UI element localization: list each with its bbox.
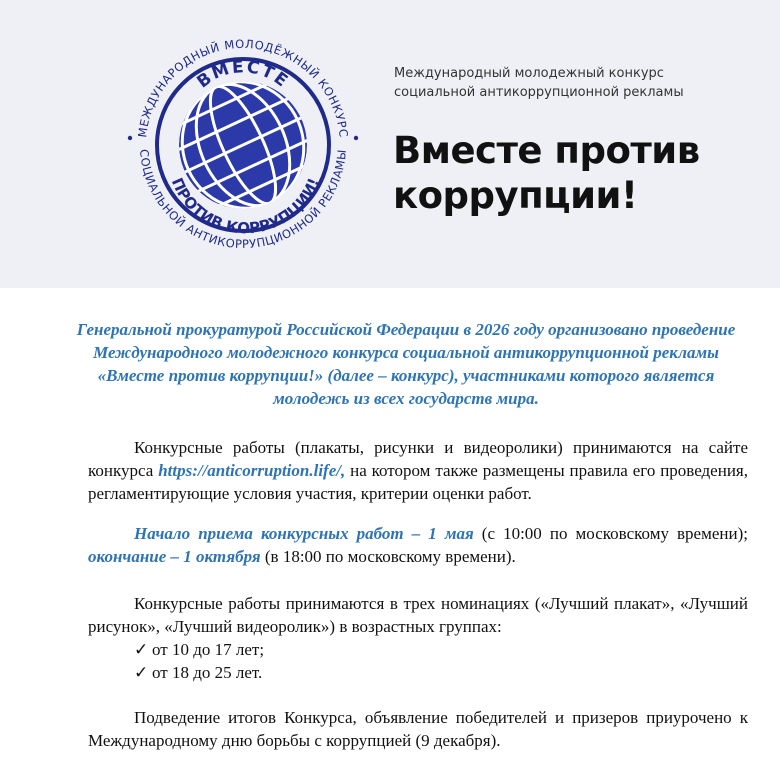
- paragraph-text: Конкурсные работы (плакаты, рисунки и видеоролики) принимаются на сайте конкурса: [88, 438, 748, 480]
- start-date-highlight: Начало приема конкурсных работ – 1 мая: [134, 524, 474, 543]
- banner-subtitle-line: Международный молодежный конкурс: [394, 66, 664, 81]
- checkmark-icon: ✓: [134, 663, 149, 682]
- age-groups-list: [134, 638, 264, 684]
- banner-title-line: коррупции!: [393, 174, 638, 217]
- paragraph-submission: [88, 436, 748, 505]
- list-item-text: от 10 до 17 лет;: [152, 640, 265, 659]
- paragraph-text: Подведение итогов Конкурса, объявление победителей и призеров приурочено к Международному дню борьбы с коррупцией (9 декабря).: [88, 708, 748, 750]
- end-date-highlight: окончание – 1 октября: [88, 547, 261, 566]
- paragraph-text: (в 18:00 по московскому времени).: [260, 547, 516, 566]
- list-item-text: от 18 до 25 лет.: [152, 663, 263, 682]
- checkmark-icon: ✓: [134, 640, 149, 659]
- logo-dot-left: [128, 136, 132, 140]
- svg-text:ВМЕСТЕ: ВМЕСТЕ: [193, 57, 293, 93]
- banner-title-line: Вместе против: [393, 129, 700, 172]
- banner-title: [393, 128, 773, 218]
- banner-subtitle-line: социальной антикоррупционной рекламы: [394, 85, 684, 100]
- intro-paragraph: Генеральной прокуратурой Российской Федерации в 2026 году организовано проведение Международного молодежного конкурса социальной антикоррупционной рекламы «Вместе против коррупции!» (далее – конкурс), участниками которого является молодежь из всех государств мира.: [76, 320, 736, 408]
- paragraph-results: [88, 706, 748, 752]
- contest-site-link[interactable]: https://anticorruption.life/,: [158, 461, 346, 480]
- list-item: [134, 638, 264, 661]
- svg-text:ПРОТИВ КОРРУПЦИИ!: ПРОТИВ КОРРУПЦИИ!: [167, 175, 324, 238]
- contest-logo: [118, 14, 368, 276]
- logo-dot-right: [354, 136, 358, 140]
- svg-text:МЕЖДУНАРОДНЫЙ МОЛОДЁЖНЫЙ КОНКУ: МЕЖДУНАРОДНЫЙ МОЛОДЁЖНЫЙ КОНКУРС: [135, 36, 351, 139]
- paragraph-nominations: [88, 592, 748, 638]
- paragraph-text: на котором также размещены правила его проведения, регламентирующие условия участия, критерии оценки работ.: [88, 461, 748, 503]
- banner-subtitle: [394, 64, 754, 102]
- paragraph-text: (с 10:00 по московскому времени);: [473, 524, 748, 543]
- header-banner: [0, 0, 780, 288]
- list-item: [134, 661, 264, 684]
- svg-text:СОЦИАЛЬНОЙ АНТИКОРРУПЦИОННОЙ Р: СОЦИАЛЬНОЙ АНТИКОРРУПЦИОННОЙ РЕКЛАМЫ: [137, 148, 350, 252]
- paragraph-dates: [88, 522, 748, 568]
- paragraph-text: Конкурсные работы принимаются в трех номинациях («Лучший плакат», «Лучший рисунок», «Лучший видеоролик») в возрастных группах:: [88, 594, 748, 636]
